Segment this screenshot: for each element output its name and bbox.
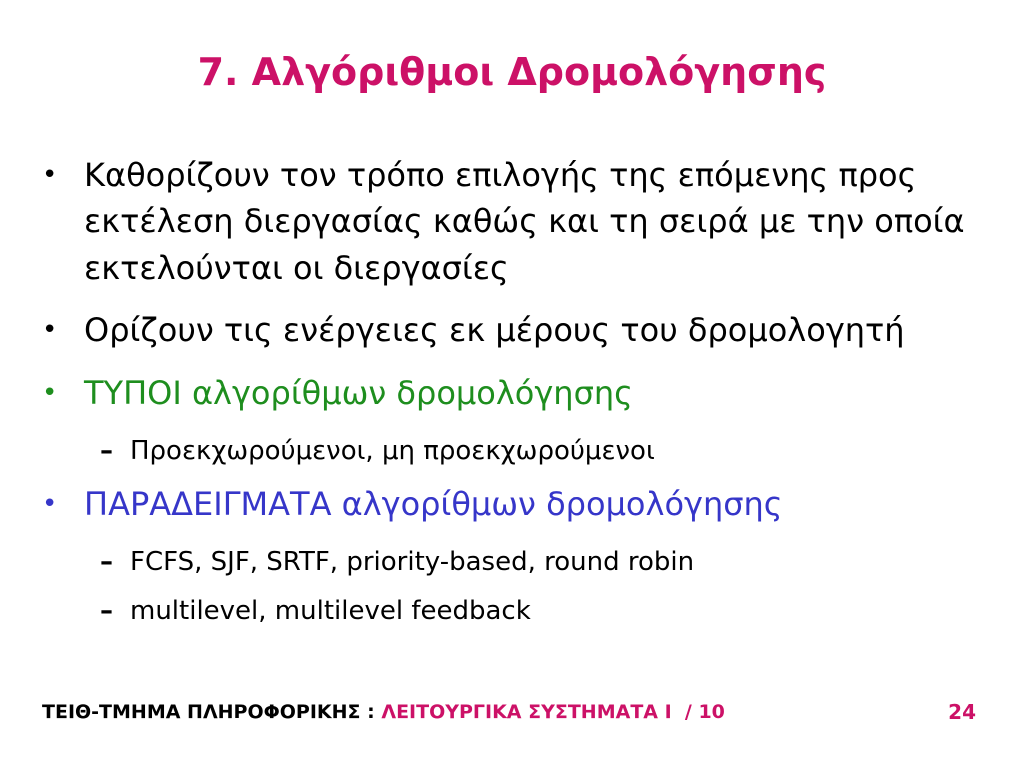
sub-bullet-item bbox=[100, 592, 974, 631]
bullet-item bbox=[42, 307, 974, 353]
bullet-text: Ορίζουν τις ενέργειες εκ μέρους του δρομολογητή bbox=[84, 311, 905, 350]
slide-title: 7. Αλγόριθμοι Δρομολόγησης bbox=[197, 50, 827, 94]
dash-icon: – bbox=[100, 435, 113, 466]
slide-body bbox=[42, 152, 974, 641]
bullet-item-examples bbox=[42, 481, 974, 527]
bullet-item-types bbox=[42, 370, 974, 416]
dash-icon: – bbox=[100, 547, 113, 578]
bullet-text: ΤΥΠΟΙ αλγορίθμων δρομολόγησης bbox=[84, 373, 633, 412]
bullet-text: Καθορίζουν τον τρόπο επιλογής της επόμενης προς εκτέλεση διεργασίας καθώς και τη σειρά με την οποία εκτελούνται οι διεργασίες bbox=[84, 156, 965, 287]
footer-institution: ΤΕΙΘ-ΤΜΗΜΑ ΠΛΗΡΟΦΟΡΙΚΗΣ : bbox=[42, 701, 382, 723]
bullet-text: ΠΑΡΑΔΕΙΓΜΑΤΑ αλγορίθμων δρομολόγησης bbox=[84, 484, 783, 523]
bullet-icon: • bbox=[42, 160, 58, 190]
bullet-icon: • bbox=[42, 488, 58, 519]
bullet-item bbox=[42, 152, 974, 291]
bullet-icon: • bbox=[42, 315, 58, 346]
bullet-text: Προεκχωρούμενοι, μη προεκχωρούμενοι bbox=[130, 435, 655, 466]
sub-bullet-item bbox=[100, 543, 974, 582]
footer-course: ΛΕΙΤΟΥΡΓΙΚΑ ΣΥΣΤΗΜΑΤΑ Ι / 10 bbox=[381, 701, 725, 723]
footer bbox=[42, 701, 725, 723]
bullet-icon: • bbox=[42, 377, 58, 408]
bullet-text: multilevel, multilevel feedback bbox=[130, 596, 531, 627]
bullet-text: FCFS, SJF, SRTF, priority-based, round robin bbox=[130, 547, 695, 578]
sub-bullet-item bbox=[100, 432, 974, 471]
dash-icon: – bbox=[100, 596, 113, 627]
page-number: 24 bbox=[948, 700, 976, 724]
